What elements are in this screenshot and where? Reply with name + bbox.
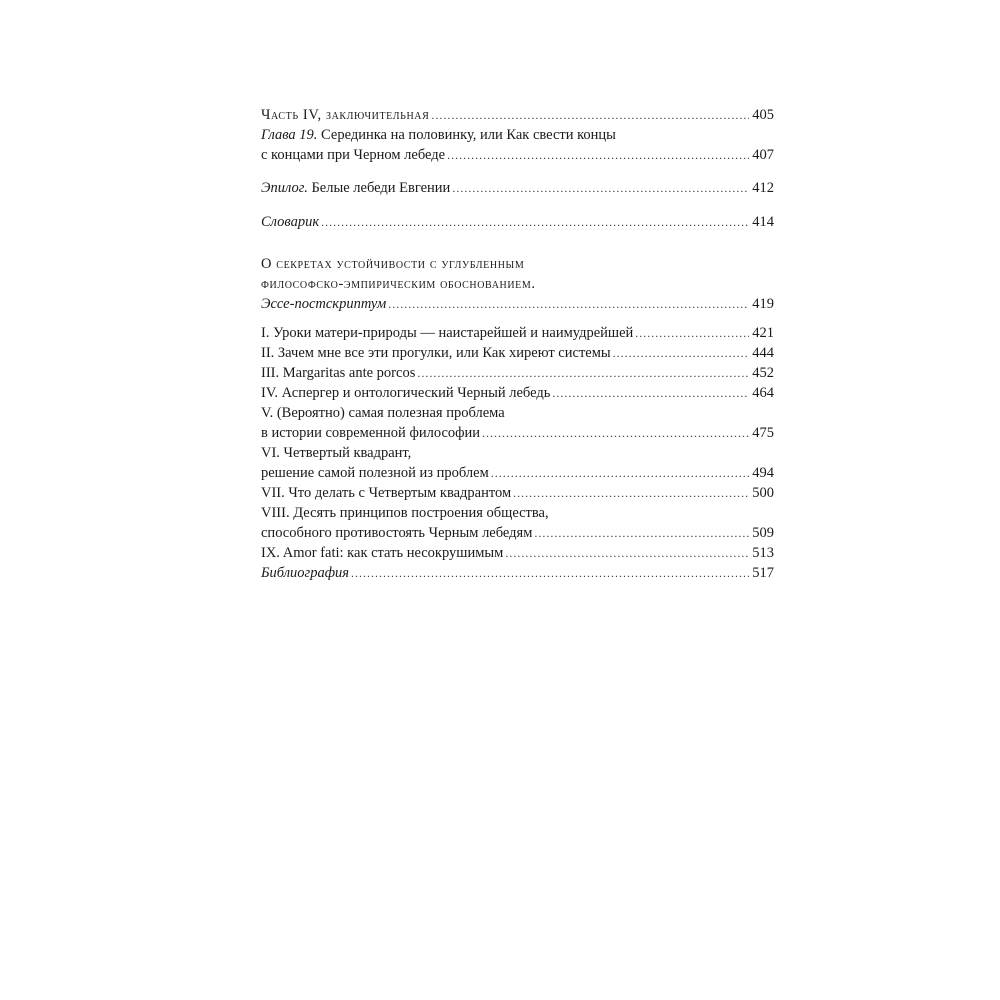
toc-entry-epilogue	[261, 178, 774, 198]
toc-entry-page: 500	[752, 485, 774, 501]
toc-entry-s9	[261, 543, 774, 563]
dot-leader	[505, 543, 749, 563]
toc-entry-page: 414	[752, 214, 774, 230]
toc-entry-title-cont: способного противостоять Черным лебедям	[261, 525, 533, 541]
dot-leader	[534, 523, 749, 543]
toc-entry-title: VIII. Десять принципов построения общества,	[261, 505, 549, 521]
dot-leader	[447, 145, 749, 165]
toc-entry-s6	[261, 443, 774, 483]
toc-entry-s7	[261, 483, 774, 503]
toc-entry-title: Серединка на половинку, или Как свести концы	[317, 127, 616, 143]
toc-entry-s3	[261, 363, 774, 383]
toc-entry-s5	[261, 403, 774, 443]
toc-entry-title-cont: решение самой полезной из проблем	[261, 465, 489, 481]
toc-entry-ch19	[261, 125, 774, 165]
dot-leader	[452, 178, 749, 198]
dot-leader	[635, 323, 749, 343]
toc-section-heading-cont: философско-эмпирическим обоснованием.	[261, 276, 536, 292]
toc-entry-prefix: Глава 19.	[261, 127, 318, 143]
toc-entry-part4	[261, 105, 774, 125]
dot-leader	[513, 483, 749, 503]
toc-entry-page: 444	[752, 345, 774, 361]
toc-entry-page: 517	[752, 565, 774, 581]
toc-entry-essay	[261, 254, 774, 314]
toc-entry-title-cont: в истории современной философии	[261, 425, 481, 441]
dot-leader	[613, 343, 750, 363]
dot-leader	[388, 294, 749, 314]
toc-entry-glossary	[261, 212, 774, 232]
toc-entry-page: 509	[752, 525, 774, 541]
dot-leader	[431, 105, 749, 125]
toc-entry-title: I. Уроки матери-природы — наистарейшей и наимудрейшей	[261, 325, 634, 341]
toc-entry-page: 405	[752, 107, 774, 123]
toc-entry-prefix: Эпилог.	[261, 180, 308, 196]
table-of-contents	[261, 105, 774, 583]
toc-entry-title: Словарик	[261, 214, 320, 230]
toc-entry-page: 475	[752, 425, 774, 441]
toc-entry-title: Часть IV, заключительная	[261, 107, 430, 123]
toc-entry-title: II. Зачем мне все эти прогулки, или Как хиреют системы	[261, 345, 611, 361]
toc-entry-title: VII. Что делать с Четвертым квадрантом	[261, 485, 512, 501]
toc-entry-title: V. (Вероятно) самая полезная проблема	[261, 405, 505, 421]
toc-entry-title: IV. Аспергер и онтологический Черный лебедь	[261, 385, 551, 401]
dot-leader	[482, 423, 749, 443]
toc-entry-page: 464	[752, 385, 774, 401]
toc-entry-s8	[261, 503, 774, 543]
toc-entry-s2	[261, 343, 774, 363]
toc-entry-page: 421	[752, 325, 774, 341]
dot-leader	[321, 212, 749, 232]
toc-entry-page: 494	[752, 465, 774, 481]
toc-entry-s4	[261, 383, 774, 403]
dot-leader	[351, 563, 749, 583]
toc-entry-title: IX. Amor fati: как стать несокрушимым	[261, 545, 504, 561]
dot-leader	[552, 383, 749, 403]
toc-entry-title-cont: с концами при Черном лебеде	[261, 147, 446, 163]
toc-entry-page: 412	[752, 180, 774, 196]
dot-leader	[417, 363, 749, 383]
toc-entry-title: III. Margaritas ante porcos	[261, 365, 416, 381]
toc-entry-s1	[261, 323, 774, 343]
toc-entry-bibliography	[261, 563, 774, 583]
toc-entry-title: Эссе-постскриптум	[261, 296, 387, 312]
toc-entry-page: 513	[752, 545, 774, 561]
toc-section-heading: О секретах устойчивости с углубленным	[261, 256, 525, 272]
toc-entry-page: 419	[752, 296, 774, 312]
toc-entry-page: 452	[752, 365, 774, 381]
toc-entry-title: VI. Четвертый квадрант,	[261, 445, 412, 461]
dot-leader	[491, 463, 749, 483]
toc-entry-title: Белые лебеди Евгении	[307, 180, 451, 196]
toc-entry-title: Библиография	[261, 565, 349, 581]
toc-entry-page: 407	[752, 147, 774, 163]
